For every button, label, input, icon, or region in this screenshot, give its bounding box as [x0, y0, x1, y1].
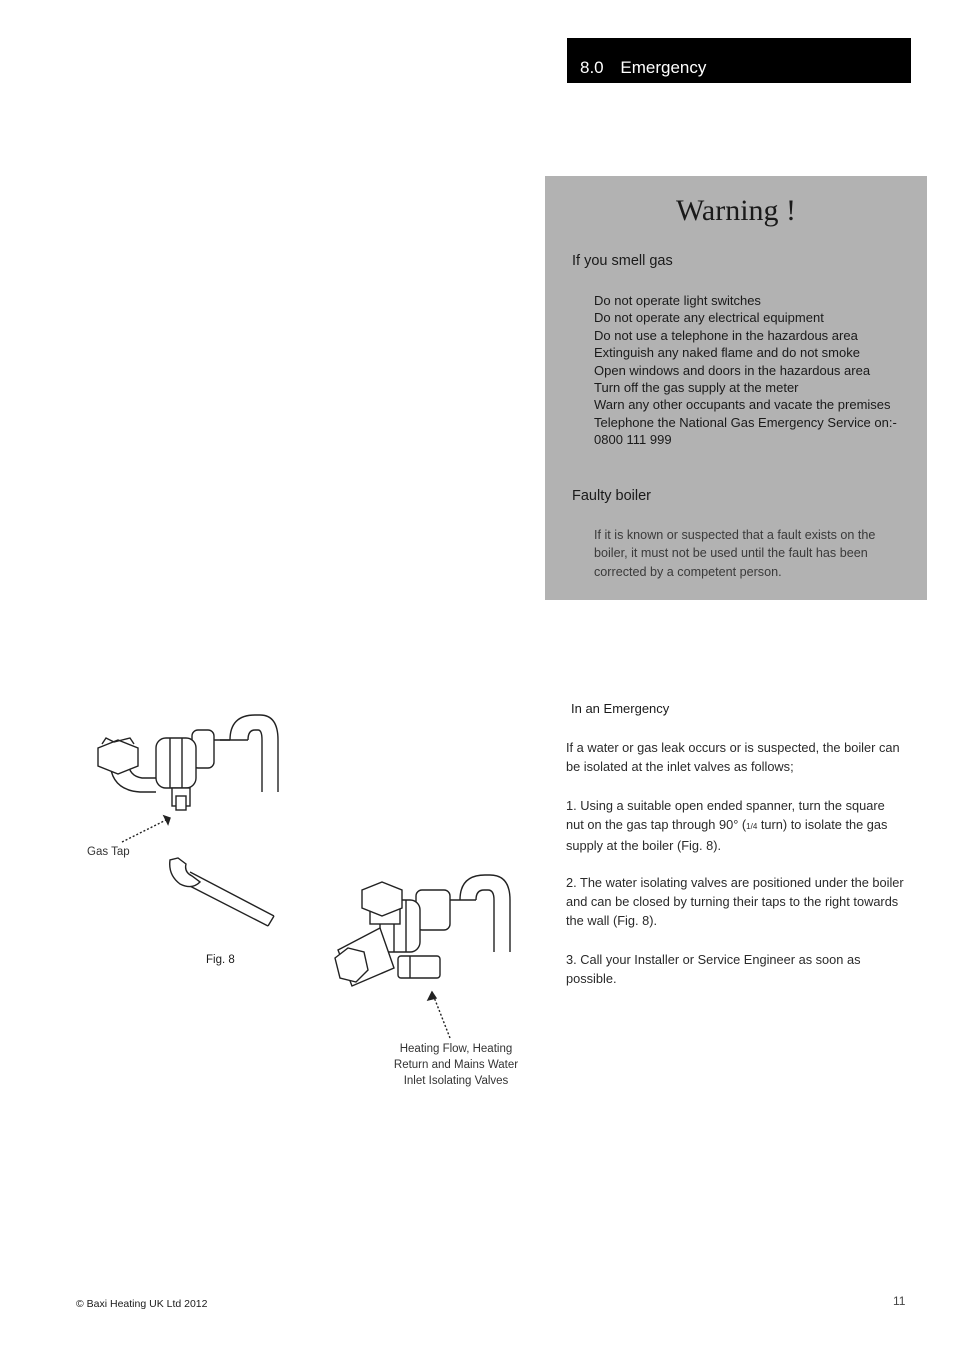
figure-8-illustration	[80, 700, 540, 1100]
emergency-step-3: 3. Call your Installer or Service Engineer as soon as possible.	[566, 952, 861, 987]
list-item: Do not use a telephone in the hazardous area	[594, 327, 858, 343]
warning-title: Warning !	[675, 194, 797, 227]
section-header	[567, 38, 911, 83]
section-title: Emergency	[620, 58, 707, 77]
emergency-heading: In an Emergency	[571, 701, 670, 716]
gas-tap-drawing	[98, 715, 278, 810]
gas-tap-pointer	[122, 818, 170, 842]
list-item: 0800 111 999	[594, 432, 672, 448]
emergency-step-1	[566, 796, 906, 856]
gas-tap-label: Gas Tap	[87, 846, 130, 858]
emergency-intro: If a water or gas leak occurs or is suspected, the boiler can be isolated at the inlet valves as follows;	[566, 740, 900, 775]
copyright: © Baxi Heating UK Ltd 2012	[76, 1298, 208, 1310]
valves-label: Heating Flow, Heating Return and Mains Water Inlet Isolating Valves	[393, 1043, 519, 1087]
section-number: 8.0	[580, 58, 604, 77]
step-1-text-a: 1. Using a suitable open ended spanner, turn the square nut on the gas tap through 90° (	[566, 798, 885, 833]
isolating-valves-drawing	[335, 875, 510, 986]
list-item: Do not operate light switches	[594, 293, 761, 308]
boiler-heading: Faulty boiler	[572, 488, 651, 504]
list-item: Turn off the gas supply at the meter	[594, 380, 799, 396]
gas-heading: If you smell gas	[572, 253, 673, 269]
list-item: Telephone the National Gas Emergency Service on:-	[594, 414, 897, 430]
step-1-text-b: turn) to isolate the gas supply at the boiler (Fig. 8).	[566, 817, 888, 854]
emergency-step-2: 2. The water isolating valves are positioned under the boiler and can be closed by turning their taps to the right towards the wall (Fig. 8).	[566, 875, 904, 929]
gas-instructions-list	[594, 292, 897, 449]
list-item: Warn any other occupants and vacate the premises	[594, 397, 891, 413]
boiler-text: If it is known or suspected that a fault exists on the boiler, it must not be used until the fault has been corrected by a competent person.	[594, 528, 876, 579]
list-item: Extinguish any naked flame and do not smoke	[594, 345, 860, 361]
page-number: 11	[893, 1294, 906, 1308]
quarter-fraction: 1/4	[746, 822, 758, 832]
spanner-drawing	[170, 858, 274, 926]
list-item: Open windows and doors in the hazardous area	[594, 362, 871, 378]
warning-box	[545, 176, 927, 600]
figure-caption: Fig. 8	[206, 954, 235, 966]
list-item: Do not operate any electrical equipment	[594, 310, 824, 326]
